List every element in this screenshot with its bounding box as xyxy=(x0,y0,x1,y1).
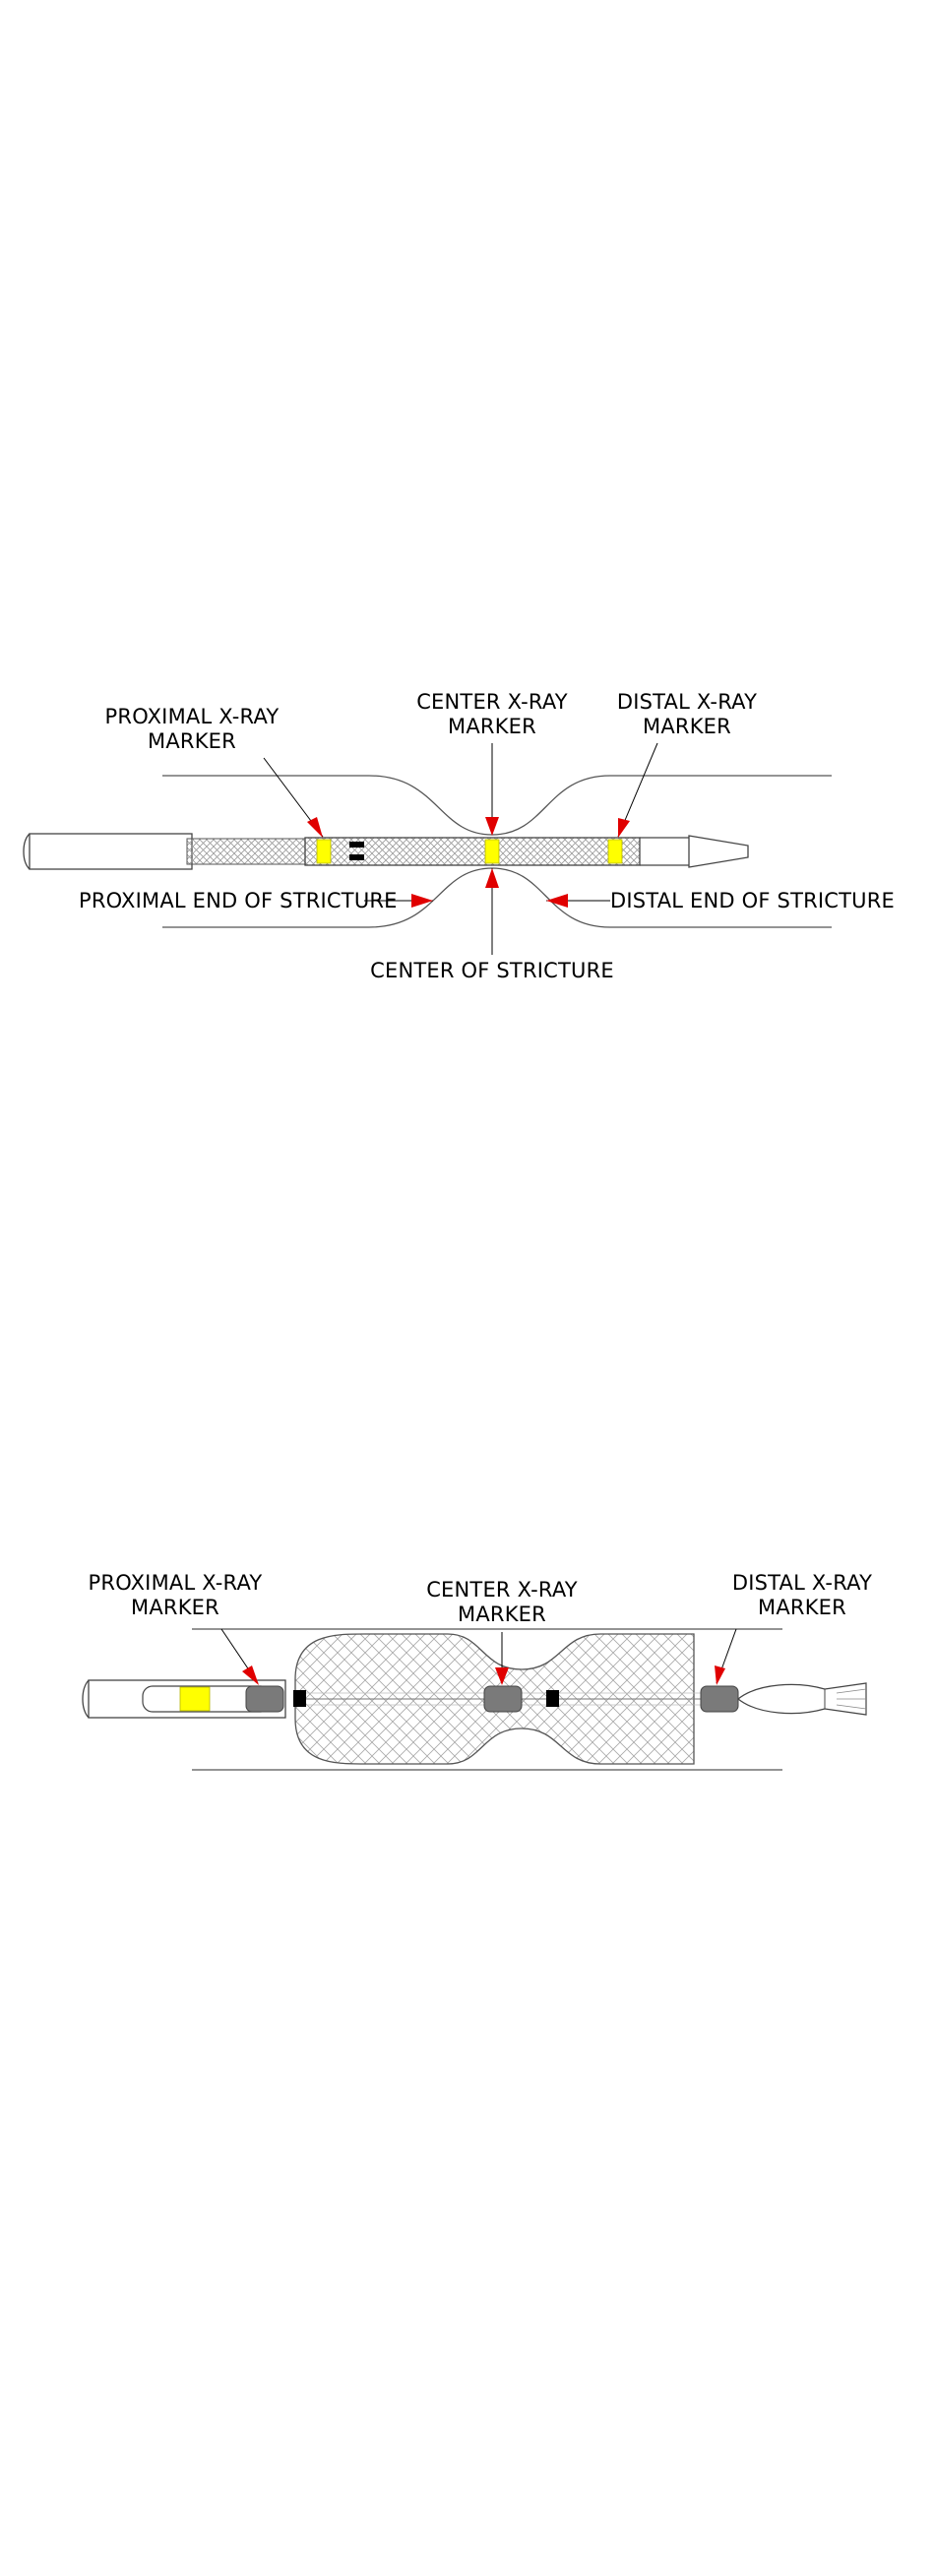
label-center-marker-line2: MARKER xyxy=(448,715,536,738)
label-distal-marker-line2: MARKER xyxy=(758,1596,846,1619)
label-distal-marker-line1: DISTAL X-RAY xyxy=(616,690,758,714)
proximal-xray-marker xyxy=(317,840,331,863)
catheter-tip xyxy=(689,836,748,867)
black-square xyxy=(293,1690,306,1707)
deployed-stent-diagram-svg xyxy=(0,1536,935,1831)
arrow-proximal-marker xyxy=(307,817,323,838)
arrow-distal-end xyxy=(546,894,568,908)
arrow-center-stricture xyxy=(485,868,499,888)
center-xray-marker xyxy=(484,1686,522,1712)
distal-xray-marker xyxy=(701,1686,738,1712)
label-center-marker-line1: CENTER X-RAY xyxy=(416,690,568,714)
yellow-band xyxy=(180,1687,210,1711)
label-center-stricture: CENTER OF STRICTURE xyxy=(370,959,614,982)
label-proximal-end: PROXIMAL END OF STRICTURE xyxy=(79,889,398,912)
label-proximal-marker-line2: MARKER xyxy=(131,1596,219,1619)
catheter-shaft xyxy=(24,834,305,869)
black-band xyxy=(349,842,364,848)
label-distal-marker-line1: DISTAL X-RAY xyxy=(731,1571,873,1595)
label-proximal-marker-line1: PROXIMAL X-RAY xyxy=(104,705,280,728)
arrow-center-marker xyxy=(485,817,499,836)
stricture-upper-wall xyxy=(162,776,832,835)
label-center-marker-line1: CENTER X-RAY xyxy=(426,1578,578,1602)
label-center-marker-line2: MARKER xyxy=(458,1602,546,1626)
distal-xray-marker xyxy=(608,840,622,863)
label-proximal-marker-line1: PROXIMAL X-RAY xyxy=(88,1571,263,1595)
arrow-proximal-end xyxy=(411,894,433,908)
label-distal-end: DISTAL END OF STRICTURE xyxy=(610,889,896,912)
arrow-distal-marker xyxy=(618,818,630,838)
arrow-distal-marker xyxy=(715,1665,725,1685)
stricture-diagram-svg xyxy=(0,640,935,1014)
label-proximal-marker-line2: MARKER xyxy=(148,729,236,753)
center-xray-marker xyxy=(485,840,499,863)
deployed-stent-diagram xyxy=(0,1536,935,1831)
proximal-xray-marker xyxy=(246,1686,283,1712)
stricture-diagram xyxy=(0,640,935,1014)
label-distal-marker-line2: MARKER xyxy=(643,715,731,738)
black-band xyxy=(349,854,364,860)
black-square xyxy=(546,1690,559,1707)
